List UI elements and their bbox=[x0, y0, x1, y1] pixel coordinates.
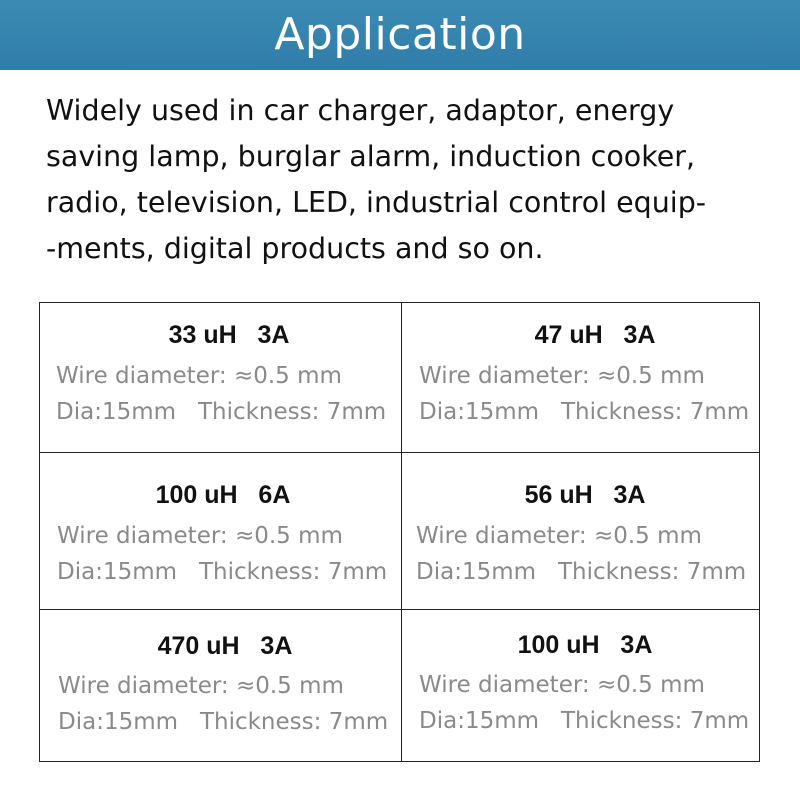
spec-cell-56uh-3a bbox=[402, 453, 762, 609]
header-banner bbox=[0, 0, 800, 70]
page-title: Application bbox=[274, 8, 526, 60]
spec-dimensions: Dia:15mm Thickness: 7mm bbox=[57, 559, 388, 585]
spec-dimensions: Dia:15mm Thickness: 7mm bbox=[419, 708, 750, 734]
application-description bbox=[46, 88, 766, 272]
spec-title: 56 uH 3A bbox=[524, 481, 646, 509]
spec-cell-47uh-3a bbox=[402, 303, 762, 452]
description-line: -ments, digital products and so on. bbox=[46, 232, 544, 265]
spec-title: 470 uH 3A bbox=[157, 632, 293, 660]
spec-dimensions: Dia:15mm Thickness: 7mm bbox=[419, 399, 750, 425]
spec-title: 33 uH 3A bbox=[168, 321, 290, 349]
spec-wire-diameter: Wire diameter: ≈0.5 mm bbox=[416, 523, 702, 549]
description-line: radio, television, LED, industrial control equip- bbox=[46, 186, 707, 219]
spec-table bbox=[39, 302, 760, 762]
spec-dimensions: Dia:15mm Thickness: 7mm bbox=[58, 709, 389, 735]
spec-dimensions: Dia:15mm Thickness: 7mm bbox=[416, 559, 747, 585]
spec-wire-diameter: Wire diameter: ≈0.5 mm bbox=[419, 363, 705, 389]
spec-title: 100 uH 3A bbox=[517, 631, 653, 659]
spec-wire-diameter: Wire diameter: ≈0.5 mm bbox=[56, 363, 342, 389]
spec-cell-470uh-3a bbox=[40, 610, 400, 762]
spec-cell-33uh-3a bbox=[40, 303, 400, 452]
description-line: Widely used in car charger, adaptor, energy bbox=[46, 94, 675, 127]
spec-cell-100uh-3a bbox=[402, 610, 762, 762]
description-line: saving lamp, burglar alarm, induction cooker, bbox=[46, 140, 696, 173]
spec-title: 100 uH 6A bbox=[155, 481, 291, 509]
spec-wire-diameter: Wire diameter: ≈0.5 mm bbox=[57, 523, 343, 549]
spec-wire-diameter: Wire diameter: ≈0.5 mm bbox=[419, 672, 705, 698]
spec-cell-100uh-6a bbox=[40, 453, 400, 609]
spec-title: 47 uH 3A bbox=[534, 321, 656, 349]
spec-wire-diameter: Wire diameter: ≈0.5 mm bbox=[58, 673, 344, 699]
spec-dimensions: Dia:15mm Thickness: 7mm bbox=[56, 399, 387, 425]
